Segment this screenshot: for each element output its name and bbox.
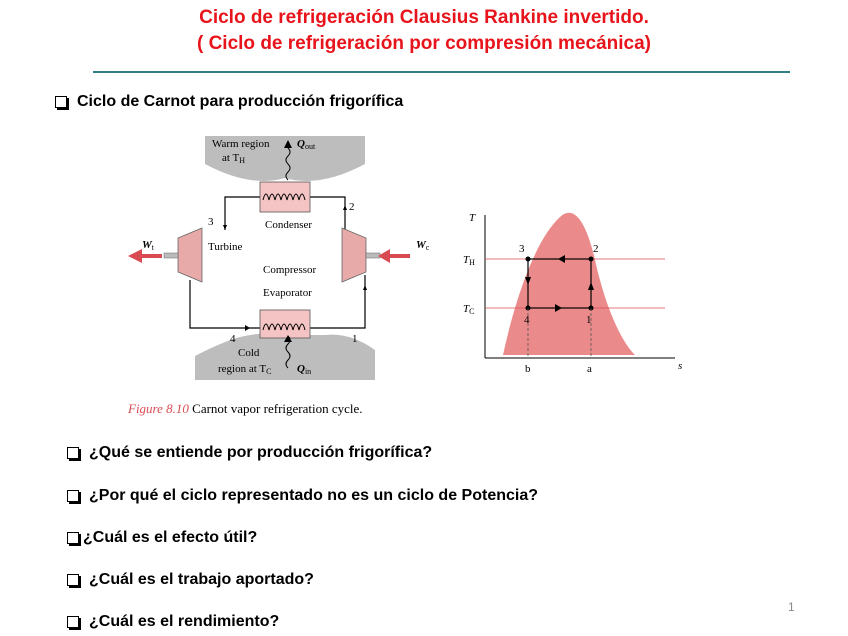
checkbox-bullet-icon	[67, 532, 79, 544]
heading-text: Ciclo de Carnot para producción frigorífica	[77, 93, 404, 110]
pipe-turbine-4	[190, 280, 260, 328]
question-4	[67, 571, 314, 589]
state-3-label: 3	[208, 216, 214, 228]
title-divider	[93, 71, 790, 73]
slide-title-line2: ( Ciclo de refrigeración por compresión mecánica)	[196, 33, 651, 54]
checkbox-bullet-icon	[67, 616, 79, 628]
wt-label: Wt	[142, 239, 155, 252]
figure-caption	[128, 401, 363, 417]
turbine-shaft	[164, 253, 178, 258]
turbine-label: Turbine	[208, 241, 243, 253]
q-in-label: Qin	[297, 363, 312, 376]
ts-point-3: 3	[519, 243, 525, 255]
checkbox-bullet-icon	[67, 574, 79, 586]
checkbox-bullet-icon	[67, 490, 79, 502]
wt-arrowhead	[128, 249, 142, 263]
checkbox-bullet-icon	[67, 447, 79, 459]
condenser-label: Condenser	[265, 219, 313, 231]
question-text: ¿Cuál es el efecto útil?	[83, 529, 258, 546]
q-out-label: Qout	[297, 138, 316, 151]
compressor-label: Compressor	[263, 264, 317, 276]
pipe-2-compressor	[310, 197, 345, 235]
ts-axis-s-label: s	[678, 360, 683, 372]
page-number: 1	[788, 600, 795, 614]
state-1-label: 1	[352, 333, 358, 345]
question-text: ¿Cuál es el rendimiento?	[89, 613, 280, 630]
pipe-1-compressor	[310, 275, 365, 328]
question-3	[67, 529, 257, 547]
warm-region-line2: at TH	[222, 152, 245, 165]
pipe-3-turbine	[225, 197, 260, 230]
state-2-label: 2	[349, 201, 355, 213]
cold-region-line2: region at TC	[218, 363, 272, 376]
ts-th-label: TH	[463, 254, 475, 267]
warm-region-line1: Warm region	[212, 138, 270, 150]
ts-tick-a: a	[587, 363, 592, 375]
cold-region-line1: Cold	[238, 347, 260, 359]
checkbox-bullet-icon	[55, 96, 67, 108]
wc-arrowhead	[378, 249, 390, 263]
ts-tick-b: b	[525, 363, 531, 375]
caption-label: Figure 8.10	[128, 401, 189, 416]
evaporator-label: Evaporator	[263, 287, 312, 299]
turbine-shape	[178, 228, 202, 282]
ts-axis-t-label: T	[469, 212, 476, 224]
ts-point-1: 1	[586, 314, 592, 326]
condenser-box	[260, 182, 310, 212]
compressor-shape	[342, 228, 366, 282]
question-text: ¿Por qué el ciclo representado no es un ciclo de Potencia?	[89, 487, 538, 504]
vapor-dome	[503, 213, 635, 355]
compressor-shaft	[366, 253, 380, 258]
caption-text: Carnot vapor refrigeration cycle.	[192, 401, 363, 416]
question-1	[67, 444, 432, 462]
refrigeration-schematic	[120, 130, 450, 385]
ts-diagram	[455, 205, 690, 380]
question-text: ¿Qué se entiende por producción frigorífica?	[89, 444, 433, 461]
question-2	[67, 487, 538, 505]
ts-point-4: 4	[524, 314, 530, 326]
question-text: ¿Cuál es el trabajo aportado?	[89, 571, 314, 588]
slide-title-line1: Ciclo de refrigeración Clausius Rankine invertido.	[199, 7, 649, 28]
heading-bullet	[55, 93, 403, 111]
wc-label: Wc	[416, 239, 430, 252]
ts-tc-label: TC	[463, 303, 475, 316]
question-5	[67, 613, 279, 631]
state-4-label: 4	[230, 333, 236, 345]
ts-point-2: 2	[593, 243, 599, 255]
